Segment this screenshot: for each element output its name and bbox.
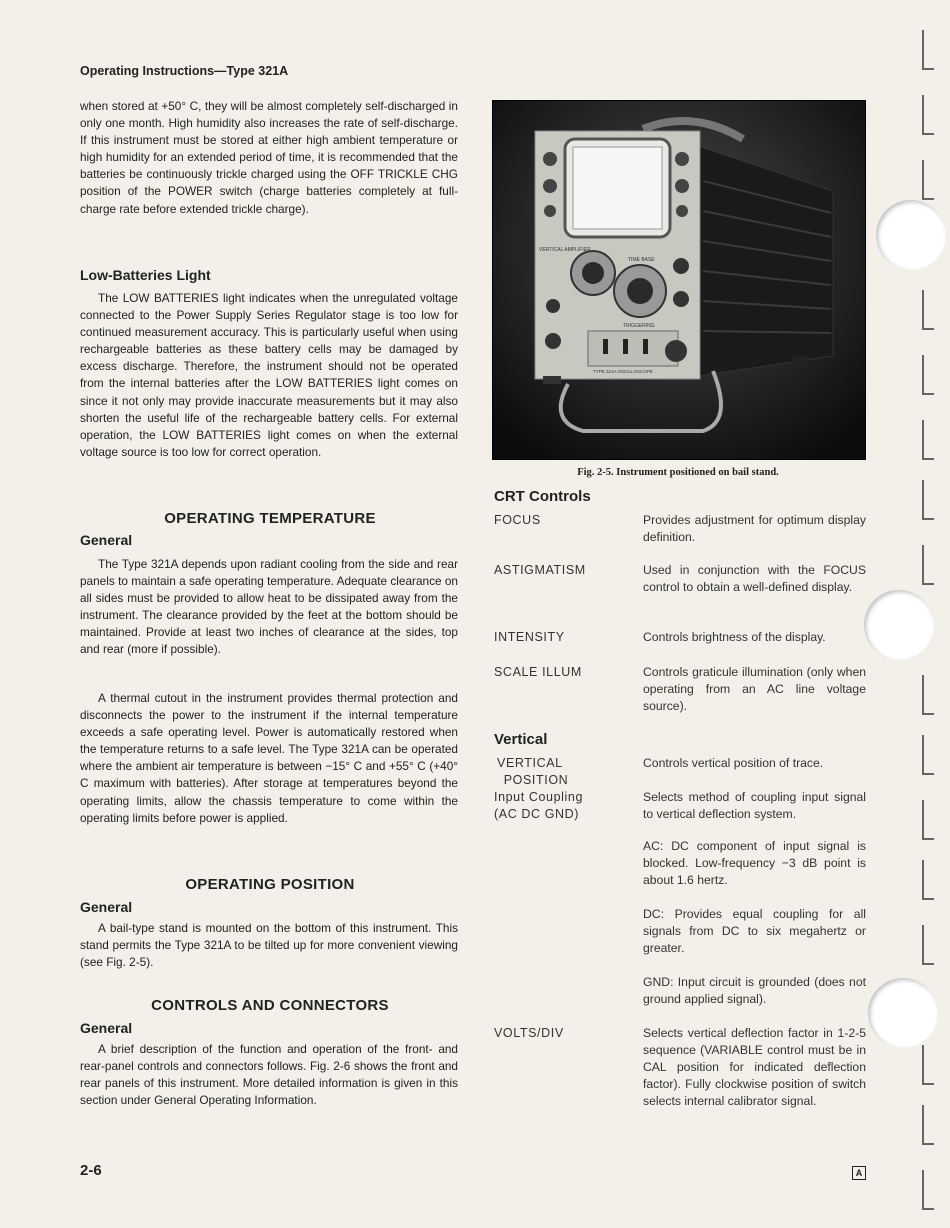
control-description: Selects vertical deflection factor in 1-2-5 sequence (VARIABLE control must be in CAL position for indicated deflection factor). Fully clockwise position of switch selects internal calibrator signal. xyxy=(643,1026,866,1108)
coupling-gnd-description: GND: Input circuit is grounded (does not ground applied signal). xyxy=(643,975,866,1006)
control-name: VOLTS/DIV xyxy=(494,1026,564,1040)
control-description: Provides adjustment for optimum display definition. xyxy=(643,513,866,544)
running-title: Operating Instructions—Type 321A xyxy=(80,64,289,78)
control-name: VERTICAL POSITION xyxy=(497,756,569,787)
panel-label: TYPE 321A OSCILLOSCOPE xyxy=(593,369,653,374)
controls-connectors-paragraph: A brief description of the function and operation of the front- and rear-panel controls and connectors follows. Fig. 2-6 shows the front and rear panels of this instrument. More detailed information is given in this section under General Operating Information. xyxy=(80,1042,458,1108)
crt-controls-heading: CRT Controls xyxy=(494,488,591,505)
control-name: SCALE ILLUM xyxy=(494,665,582,679)
operating-temperature-heading: OPERATING TEMPERATURE xyxy=(164,510,376,527)
operating-position-paragraph: A bail-type stand is mounted on the bottom of this instrument. This stand permits the Type 321A to be tilted up for more convenient viewing (see Fig. 2-5). xyxy=(80,921,458,970)
coupling-ac-description: AC: DC component of input signal is blocked. Low-frequency −3 dB point is about 1.6 hertz. xyxy=(643,839,866,887)
operating-temperature-paragraph-2: A thermal cutout in the instrument provides thermal protection and disconnects the power to the instrument if the internal temperature exceeds a safe operating level. Power is automatically restored when the temperature returns to a safe level. The Type 321A can be operated where the ambient air temperature is between −15° C and +55° C (+40° C maximum with batteries). After storage at temperatures beyond the operating limits, allow the chassis temperature to come within the operating limits before power is applied. xyxy=(80,691,458,825)
panel-label: TRIGGERING xyxy=(623,323,655,329)
figure-caption: Fig. 2-5. Instrument positioned on bail stand. xyxy=(577,467,779,478)
panel-label: VERTICAL AMPLIFIER xyxy=(539,247,591,253)
control-description: Controls graticule illumination (only when operating from an AC line voltage source). xyxy=(643,665,866,713)
intro-paragraph: when stored at +50° C, they will be almost completely self-discharged in only one month. High humidity also increases the rate of self-discharge. If this instrument must be stored at either high ambient temperature or high humidity for an extended period of time, it is recommended that the batteries be continuously trickle charged using the OFF TRICKLE CHG position of the POWER switch (charge batteries completely at full-charge rate before extended trickle charge). xyxy=(80,99,458,216)
control-description: Controls vertical position of trace. xyxy=(643,756,824,770)
control-name: ASTIGMATISM xyxy=(494,563,586,577)
low-batteries-heading: Low-Batteries Light xyxy=(80,267,211,283)
panel-label: TIME BASE xyxy=(628,257,655,263)
control-name: Input Coupling (AC DC GND) xyxy=(494,790,584,821)
page-number: 2-6 xyxy=(80,1162,102,1179)
control-description: Controls brightness of the display. xyxy=(643,630,826,644)
vertical-heading: Vertical xyxy=(494,731,548,748)
operating-position-heading: OPERATING POSITION xyxy=(185,876,355,893)
operating-temperature-paragraph-1: The Type 321A depends upon radiant cooling from the side and rear panels to maintain a safe operating temperature. Adequate clearance on all sides must be provided to allow heat to be dissipated away from the instrument. The clearance provided by the feet at the bottom should be maintained. Provide at least two inches of clearance at the sides, top and rear (more if possible). xyxy=(80,557,458,657)
general-heading-1: General xyxy=(80,532,133,548)
general-heading-3: General xyxy=(80,1020,133,1036)
control-name: FOCUS xyxy=(494,513,541,527)
general-heading-2: General xyxy=(80,899,133,915)
coupling-dc-description: DC: Provides equal coupling for all signals from DC to six megahertz or greater. xyxy=(643,907,866,955)
low-batteries-paragraph: The LOW BATTERIES light indicates when the unregulated voltage connected to the Power Supply Series Regulator stage is too low for continued measurement accuracy. This is particularly useful when using rechargeable batteries as these battery cells may be damaged by excess discharge. Therefore, the instrument should not be operated from the internal batteries after the LOW BATTERIES light comes on since it not only may provide inaccurate measurements but it may also shorten the useful life of the rechargeable battery cells. For external operation, the LOW BATTERIES light comes on when the external voltage source is too low for correct operation. xyxy=(80,291,458,459)
binder-hole xyxy=(876,200,946,270)
oscilloscope-illustration xyxy=(493,101,865,459)
control-name: INTENSITY xyxy=(494,630,565,644)
binder-hole xyxy=(864,590,934,660)
control-description: Selects method of coupling input signal to vertical deflection system. xyxy=(643,790,866,821)
control-description: Used in conjunction with the FOCUS control to obtain a well-defined display. xyxy=(643,563,866,594)
revision-mark: A xyxy=(852,1166,866,1180)
instrument-photo xyxy=(492,100,866,460)
controls-connectors-heading: CONTROLS AND CONNECTORS xyxy=(151,997,389,1014)
binder-hole xyxy=(868,978,938,1048)
